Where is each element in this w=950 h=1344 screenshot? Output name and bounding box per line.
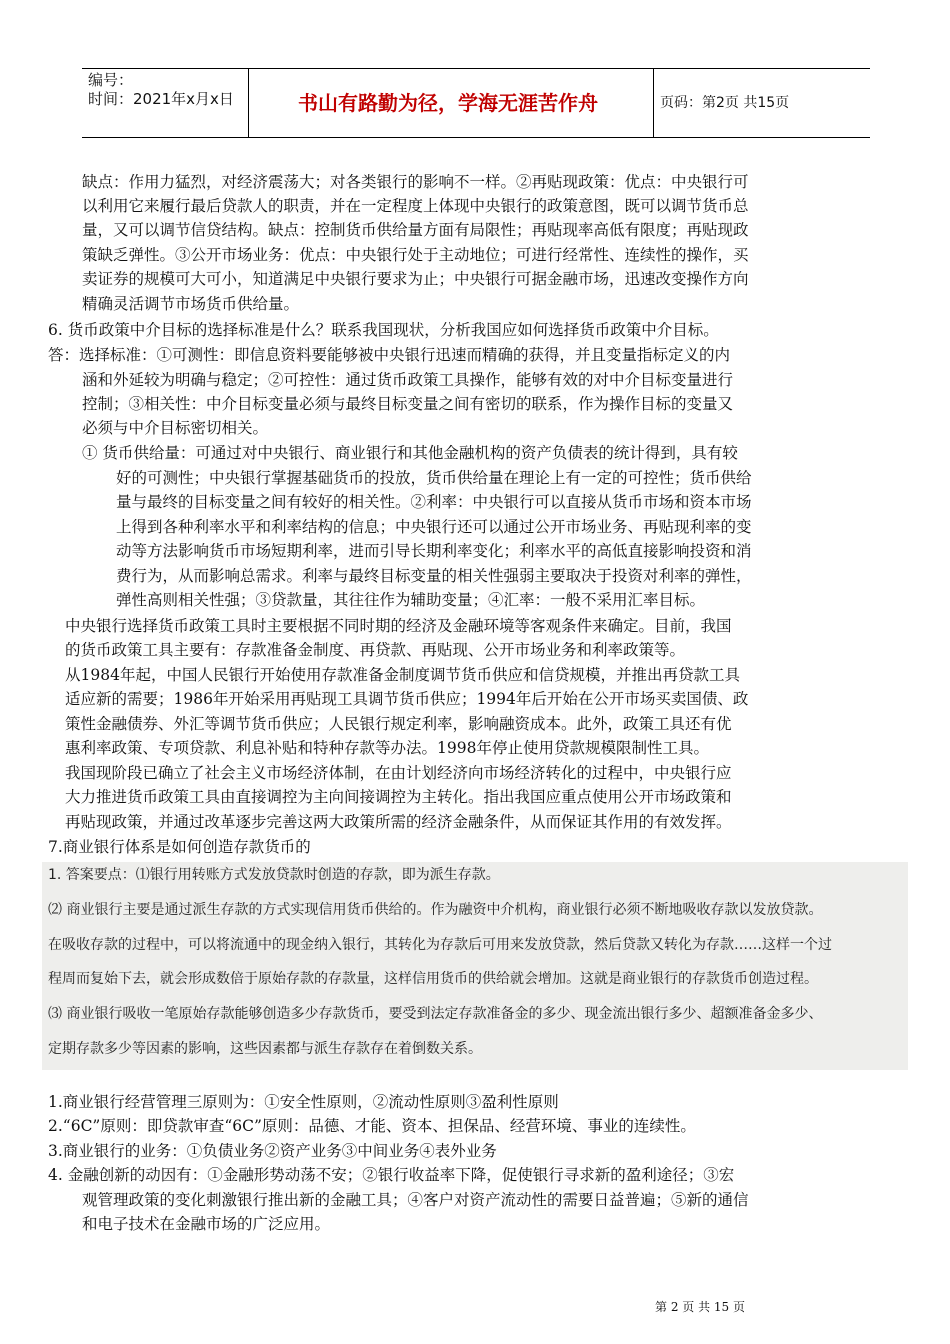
question-6: 6. 货币政策中介目标的选择标准是什么？联系我国现状，分析我国应如何选择货币政策中介目标。: [48, 321, 719, 339]
list-item: 和电子技术在金融市场的广泛应用。: [82, 1215, 331, 1233]
answer-line: 必须与中介目标密切相关。: [82, 419, 269, 437]
para-line: 量，又可以调节信贷结构。缺点：控制货币供给量方面有局限性；再贴现率高低有限度；再贴现政: [82, 221, 749, 239]
answer-line: ① 货币供给量：可通过对中央银行、商业银行和其他金融机构的资产负债表的统计得到，具有较: [82, 444, 738, 462]
answer-line: 动等方法影响货币市场短期利率，进而引导长期利率变化；利率水平的高低直接影响投资和消: [116, 542, 752, 560]
para-line: 中央银行选择货币政策工具时主要根据不同时期的经济及金融环境等客观条件来确定。目前，我国: [65, 617, 732, 635]
list-item: 4. 金融创新的动因有：①金融形势动荡不安；②银行收益率下降，促使银行寻求新的盈利途径；③宏: [48, 1166, 735, 1184]
scan-line: ⑵ 商业银行主要是通过派生存款的方式实现信用货币供给的。作为融资中介机构，商业银行必须不断地吸收存款以发放贷款。: [48, 902, 823, 918]
answer-line: 弹性高则相关性强；③贷款量，其往往作为辅助变量；④汇率：一般不采用汇率目标。: [116, 591, 706, 609]
para-line: 策缺乏弹性。③公开市场业务：优点：中央银行处于主动地位；可进行经常性、连续性的操作，买: [82, 246, 749, 264]
list-item: 2.“6C”原则：即贷款审查“6C”原则：品德、才能、资本、担保品、经营环境、事业的连续性。: [48, 1117, 696, 1135]
para-line: 大力推进货币政策工具由直接调控为主向间接调控为主转化。指出我国应重点使用公开市场政策和: [65, 788, 732, 806]
answer-line: 上得到各种利率水平和利率结构的信息；中央银行还可以通过公开市场业务、再贴现利率的变: [116, 518, 752, 536]
header-meta: [82, 69, 249, 137]
page-footer: 第 2 页 共 15 页: [655, 1300, 745, 1314]
page-header: [82, 68, 870, 138]
scan-line: 在吸收存款的过程中，可以将流通中的现金纳入银行，其转化为存款后可用来发放贷款，然后贷款又转化为存款……这样一个过: [48, 937, 832, 953]
answer-line: 量与最终的目标变量之间有较好的相关性。②利率：中央银行可以直接从货币市场和资本市场: [116, 493, 752, 511]
list-item: 观管理政策的变化刺激银行推出新的金融工具；④客户对资产流动性的需要日益普遍；⑤新的通信: [82, 1191, 749, 1209]
list-item: 3.商业银行的业务：①负债业务②资产业务③中间业务④表外业务: [48, 1142, 497, 1160]
para-line: 的货币政策工具主要有：存款准备金制度、再贷款、再贴现、公开市场业务和利率政策等。: [65, 641, 686, 659]
scan-line: ⑶ 商业银行吸收一笔原始存款能够创造多少存款货币，要受到法定存款准备金的多少、现金流出银行多少、超额准备金多少、: [48, 1006, 823, 1022]
answer-line: 好的可测性；中央银行掌握基础货币的投放，货币供给量在理论上有一定的可控性；货币供给: [116, 469, 752, 487]
para-line: 再贴现政策，并通过改革逐步完善这两大政策所需的经济金融条件，从而保证其作用的有效发挥。: [65, 813, 732, 831]
answer-line: 答：选择标准：①可测性：即信息资料要能够被中央银行迅速而精确的获得，并且变量指标定义的内: [48, 346, 731, 364]
answer-line: 控制；③相关性：中介目标变量必须与最终目标变量之间有密切的联系，作为操作目标的变量又: [82, 395, 734, 413]
para-line: 适应新的需要；1986年开始采用再贴现工具调节货币供应；1994年后开始在公开市场买卖国债、政: [65, 690, 749, 708]
header-page-info: 页码：第2页 共15页: [660, 95, 790, 111]
scan-line: 定期存款多少等因素的影响，这些因素都与派生存款存在着倒数关系。: [48, 1041, 482, 1057]
para-line: 从1984年起，中国人民银行开始使用存款准备金制度调节货币供应和信贷规模，并推出再贷款工具: [65, 666, 740, 684]
para-line: 我国现阶段已确立了社会主义市场经济体制，在由计划经济向市场经济转化的过程中，中央银行应: [65, 764, 732, 782]
list-item: 1.商业银行经营管理三原则为：①安全性原则，②流动性原则③盈利性原则: [48, 1093, 559, 1111]
scan-line: 1. 答案要点：⑴银行用转账方式发放贷款时创造的存款，即为派生存款。: [48, 867, 500, 883]
scan-line: 程周而复始下去，就会形成数倍于原始存款的存款量，这样信用货币的供给就会增加。这就是商业银行的存款货币创造过程。: [48, 971, 818, 987]
para-line: 精确灵活调节市场货币供给量。: [82, 295, 300, 313]
answer-line: 费行为，从而影响总需求。利率与最终目标变量的相关性强弱主要取决于投资对利率的弹性，: [116, 567, 752, 585]
para-line: 缺点：作用力猛烈，对经济震荡大；对各类银行的影响不一样。②再贴现政策：优点：中央银行可: [82, 173, 749, 191]
time-label: 时间：2021年x月x日: [88, 90, 234, 108]
answer-line: 涵和外延较为明确与稳定；②可控性：通过货币政策工具操作，能够有效的对中介目标变量进行: [82, 371, 734, 389]
para-line: 策性金融债券、外汇等调节货币供应；人民银行规定利率，影响融资成本。此外，政策工具还有优: [65, 715, 732, 733]
number-label: 编号：: [88, 71, 134, 89]
question-7: 7.商业银行体系是如何创造存款货币的: [48, 838, 311, 856]
para-line: 惠利率政策、专项贷款、利息补贴和特种存款等办法。1998年停止使用贷款规模限制性工具。: [65, 739, 709, 757]
para-line: 卖证券的规模可大可小，知道满足中央银行要求为止；中央银行可据金融市场，迅速改变操作方向: [82, 270, 749, 288]
para-line: 以利用它来履行最后贷款人的职责，并在一定程度上体现中央银行的政策意图，既可以调节货币总: [82, 197, 749, 215]
header-motto: 书山有路勤为径，学海无涯苦作舟: [243, 69, 654, 137]
